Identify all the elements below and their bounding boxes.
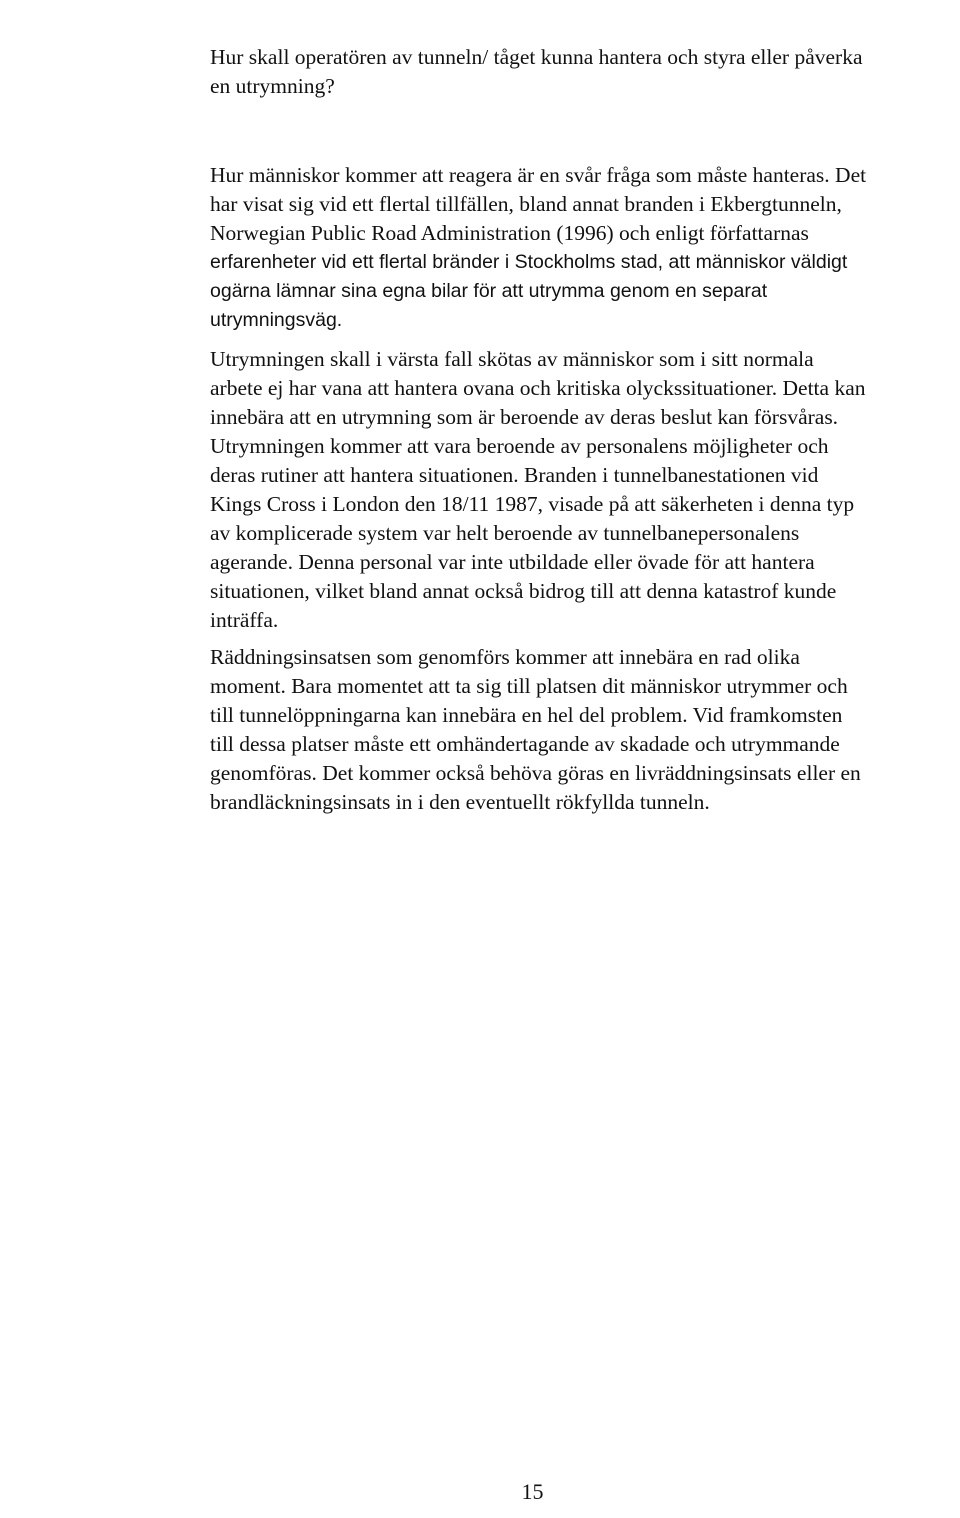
text-line: deras rutiner att hantera situationen. Branden i tunnelbanestationen vid [210, 463, 819, 487]
text-line: situationen, vilket bland annat också bidrog till att denna katastrof kunde [210, 579, 837, 603]
text-line: till dessa platser måste ett omhändertagande av skadade och utrymmande [210, 732, 840, 756]
text-line: erfarenheter vid ett flertal bränder i Stockholms stad, att människor väldigt [210, 251, 848, 273]
text-line: utrymningsväg. [210, 309, 343, 331]
text-line: Hur människor kommer att reagera är en svår fråga som måste hanteras. Det [210, 163, 867, 187]
text-line: en utrymning? [210, 74, 335, 98]
text-line: till tunnelöppningarna kan innebära en hel del problem. Vid framkomsten [210, 703, 843, 727]
text-line: Norwegian Public Road Administration (1996) och enligt författarnas [210, 221, 809, 245]
text-line: Utrymningen kommer att vara beroende av personalens möjligheter och [210, 434, 829, 458]
paragraph-operator-question [210, 43, 950, 101]
text-line: innebära att en utrymning som är beroende av deras beslut kan försvåras. [210, 405, 839, 429]
paragraph-human-reaction [210, 161, 950, 335]
page-number: 15 [521, 1479, 544, 1504]
text-line: ogärna lämnar sina egna bilar för att utrymma genom en separat [210, 280, 768, 302]
text-line: Hur skall operatören av tunneln/ tåget kunna hantera och styra eller påverka [210, 45, 863, 69]
text-line: genomföras. Det kommer också behöva göras en livräddningsinsats eller en [210, 761, 861, 785]
text-line: Utrymningen skall i värsta fall skötas av människor som i sitt normala [210, 347, 814, 371]
text-line: moment. Bara momentet att ta sig till platsen dit människor utrymmer och [210, 674, 848, 698]
text-line: brandläckningsinsats in i den eventuellt rökfyllda tunneln. [210, 790, 710, 814]
text-line: agerande. Denna personal var inte utbildade eller övade för att hantera [210, 550, 815, 574]
paragraph-rescue-operation [210, 643, 950, 817]
text-line: Kings Cross i London den 18/11 1987, visade på att säkerheten i denna typ [210, 492, 855, 516]
text-line: har visat sig vid ett flertal tillfällen, bland annat branden i Ekbergtunneln, [210, 192, 842, 216]
text-line: inträffa. [210, 608, 279, 632]
text-line: av komplicerade system var helt beroende av tunnelbanepersonalens [210, 521, 800, 545]
paragraph-evacuation-staff [210, 345, 950, 635]
text-line: Räddningsinsatsen som genomförs kommer att innebära en rad olika [210, 645, 800, 669]
text-line: arbete ej har vana att hantera ovana och kritiska olyckssituationer. Detta kan [210, 376, 866, 400]
